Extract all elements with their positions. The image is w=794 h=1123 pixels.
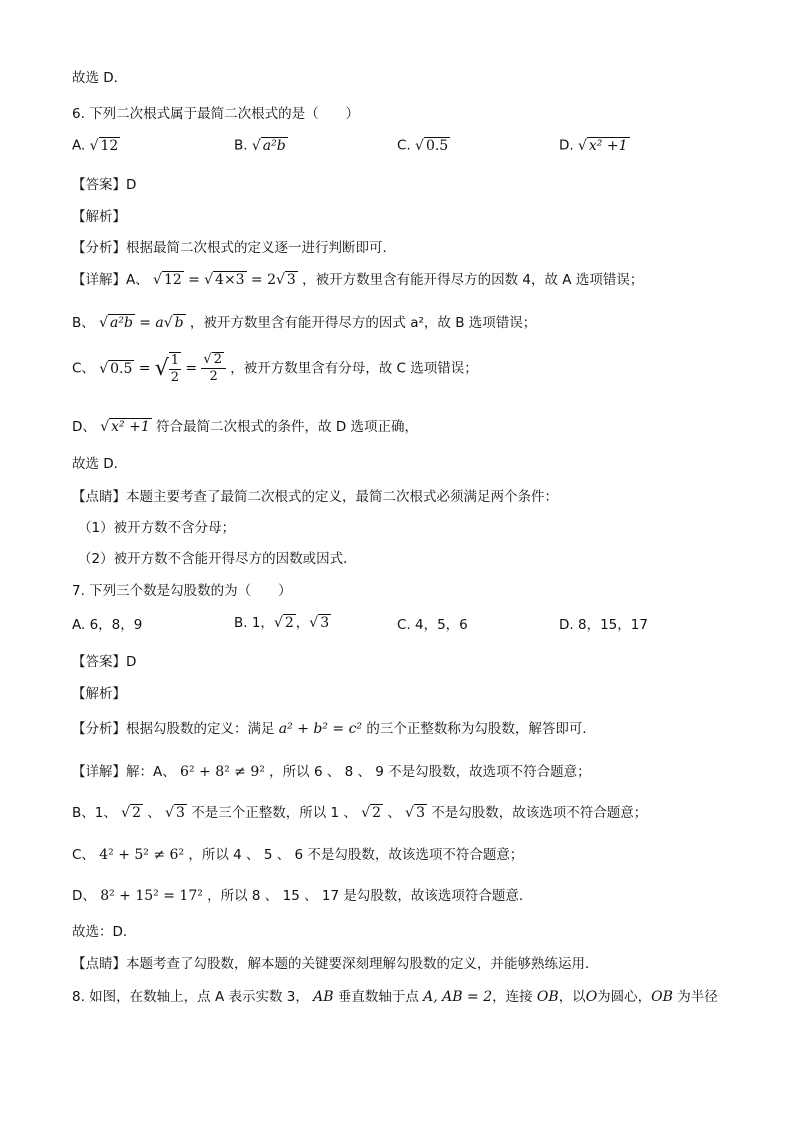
radicand: 12	[163, 272, 182, 289]
expression: 4² + 5² ≠ 6²	[99, 847, 185, 863]
radical-sign: √	[121, 805, 131, 821]
radicand: 3	[320, 615, 330, 632]
q7-comment: 【点睛】本题考查了勾股数，解本题的关键要深刻理解勾股数的定义，并能够熟练运用．	[72, 956, 599, 972]
q6-detail-d	[72, 415, 418, 436]
q7-analysis-summary	[72, 717, 596, 737]
denominator: 2	[170, 369, 180, 385]
text: 的三个正整数称为勾股数，解答即可．	[366, 721, 596, 737]
text: D、	[72, 419, 96, 435]
radicand: 0.5	[425, 138, 449, 154]
text: ，被开方数里含有分母，故 C 选项错误；	[230, 360, 478, 377]
equals: =	[188, 272, 200, 288]
q7-answer: 【答案】D	[72, 654, 137, 670]
radical	[309, 614, 331, 631]
radical-sign: √	[100, 419, 110, 435]
radical	[99, 314, 135, 331]
q6-analysis-heading: 【解析】	[72, 209, 126, 225]
q6-condition-2: （2）被开方数不含能开得尽方的因数或因式．	[78, 551, 357, 567]
radical-sign: √	[405, 805, 415, 821]
radicand: 2	[372, 805, 382, 822]
q6-option-a	[72, 137, 120, 154]
equals: = a	[139, 315, 164, 331]
radicand: 12	[100, 138, 119, 154]
text: ，所以 6 、 8 、 9 不是勾股数，故选项不符合题意；	[269, 764, 591, 780]
equals: = 2	[250, 272, 276, 288]
text: ，以	[558, 989, 586, 1005]
separator: 、	[387, 805, 401, 821]
math-var: O	[585, 989, 598, 1005]
radical-sign: √	[309, 615, 319, 631]
radical-sign: √	[165, 805, 175, 821]
math-var: AB	[313, 989, 334, 1005]
q6-conclusion: 故选 D．	[72, 456, 128, 472]
text: ，被开方数里含有能开得尽方的因式 a²，故 B 选项错误；	[189, 315, 537, 331]
radical-sign: √	[163, 315, 173, 331]
q7-option-a: A. 6，8，9	[72, 617, 143, 633]
text: C、	[72, 847, 95, 863]
math-var: OB	[536, 989, 559, 1005]
radical-sign: √	[204, 272, 214, 288]
math-var: A, AB = 2	[423, 989, 493, 1005]
q6-option-d-label: D.	[559, 137, 574, 154]
q7-detail-d	[72, 884, 532, 904]
radical	[204, 271, 246, 288]
equals: =	[138, 360, 151, 377]
radicand: 4×3	[215, 272, 245, 289]
radical-sign: √	[275, 272, 285, 288]
q6-option-d	[559, 137, 630, 154]
text: 【详解】解：A、	[72, 764, 176, 780]
q7-options	[72, 611, 722, 635]
radical-sign: √	[203, 352, 212, 368]
radical	[361, 804, 383, 821]
q6-option-c	[397, 137, 450, 154]
fraction	[169, 352, 181, 385]
q7-analysis-heading: 【解析】	[72, 686, 126, 702]
radical	[100, 418, 152, 435]
q6-option-c-label: C.	[397, 137, 411, 154]
text: 不是勾股数，故该选项不符合题意；	[431, 805, 648, 821]
radical-sign: √	[99, 315, 108, 331]
fraction	[201, 352, 226, 385]
q7-conclusion: 故选：D．	[72, 924, 137, 940]
q6-options	[72, 134, 722, 158]
radical-sign: √	[89, 137, 99, 154]
expression: 6² + 8² ≠ 9²	[180, 764, 265, 780]
radical-sign: √	[154, 356, 169, 382]
text: 垂直数轴于点	[337, 989, 419, 1005]
q6-detail-c	[72, 352, 478, 385]
text: C、	[72, 360, 95, 377]
q6-analysis-summary: 【分析】根据最简二次根式的定义逐一进行判断即可.	[72, 240, 387, 256]
radicand: 2	[213, 352, 222, 368]
radical	[405, 804, 427, 821]
radicand: 2	[284, 615, 294, 632]
pythagorean-formula: a² + b² = c²	[278, 721, 363, 737]
radicand: x² +1	[588, 138, 628, 154]
radicand: 2	[132, 805, 141, 822]
text: ，所以 8 、 15 、 17 是勾股数，故该选项符合题意．	[207, 888, 533, 904]
radical	[274, 614, 296, 631]
q7-option-d: D. 8，15，17	[559, 617, 648, 633]
q6-comment: 【点睛】本题主要考查了最简二次根式的定义，最简二次根式必须满足两个条件：	[72, 489, 558, 505]
radicand: 3	[416, 805, 425, 822]
text: 不是三个正整数，所以 1 、	[191, 805, 357, 821]
radical	[203, 352, 224, 368]
separator: ，	[295, 615, 310, 631]
q6-option-b-label: B.	[234, 137, 248, 154]
separator: 、	[147, 805, 161, 821]
text: 为圆心，	[597, 989, 652, 1005]
q7-detail-a	[72, 760, 591, 780]
radicand: a²b	[109, 315, 133, 332]
radical-sign: √	[99, 360, 109, 377]
radical	[121, 804, 143, 821]
numerator: 1	[170, 353, 180, 368]
expression: 8² + 15² = 17²	[100, 888, 203, 904]
radicand: b	[174, 315, 184, 332]
q6-option-b	[234, 137, 288, 154]
text: 8. 如图，在数轴上，点 A 表示实数 3，	[72, 989, 309, 1005]
radical-sign: √	[361, 805, 371, 821]
text: 符合最简二次根式的条件，故 D 选项正确，	[156, 419, 419, 435]
radical-sign: √	[153, 272, 162, 288]
text: ，所以 4 、 5 、 6 不是勾股数，故该选项不符合题意；	[188, 847, 524, 863]
equals: =	[185, 360, 198, 377]
radicand: 3	[286, 272, 296, 289]
q6-detail-b	[72, 311, 536, 332]
radical-sign: √	[251, 137, 261, 154]
radicand: 0.5	[110, 361, 133, 378]
text: 【详解】A、	[72, 272, 149, 288]
q6-condition-1: （1）被开方数不含分母；	[78, 520, 236, 536]
text: 为半径	[677, 989, 718, 1005]
radical-sign: √	[273, 615, 283, 631]
radical	[165, 804, 187, 821]
radical-sign: √	[415, 137, 424, 154]
q7-stem: 7. 下列三个数是勾股数的为（ ）	[72, 583, 292, 599]
math-var: OB	[651, 989, 673, 1005]
q6-detail-a	[72, 268, 643, 289]
radical-sign: √	[577, 137, 587, 154]
q6-option-c-radical	[415, 137, 450, 154]
text: D、	[72, 888, 96, 904]
text: ，被开方数里含有能开得尽方的因数 4，故 A 选项错误；	[302, 272, 644, 288]
radical	[164, 314, 186, 331]
radical	[99, 360, 134, 377]
denominator: 2	[209, 369, 218, 385]
text: B. 1，	[234, 615, 274, 631]
text: 【分析】根据勾股数的定义：满足	[72, 721, 275, 737]
text: B、	[72, 315, 95, 331]
q8-stem	[72, 985, 718, 1005]
numerator	[201, 352, 226, 369]
q6-option-d-radical	[578, 137, 630, 154]
q6-option-b-radical	[252, 137, 288, 154]
q6-stem: 6. 下列二次根式属于最简二次根式的是（ ）	[72, 106, 360, 122]
q6-option-a-radical	[90, 137, 121, 154]
q6-answer: 【答案】D	[72, 177, 137, 193]
radicand: x² +1	[111, 419, 150, 436]
text: ，连接	[492, 989, 533, 1005]
q6-option-a-label: A.	[72, 137, 86, 154]
prev-conclusion: 故选 D．	[72, 70, 128, 86]
text: B、1、	[72, 805, 117, 821]
q7-detail-c	[72, 843, 523, 863]
q7-option-b	[234, 611, 331, 632]
radical	[276, 271, 298, 288]
q7-option-c: C. 4，5，6	[397, 617, 468, 633]
radicand: 3	[176, 805, 185, 822]
radical-fraction	[155, 352, 181, 385]
q7-detail-b	[72, 801, 647, 822]
radical	[153, 271, 184, 288]
radicand: a²b	[262, 138, 286, 154]
